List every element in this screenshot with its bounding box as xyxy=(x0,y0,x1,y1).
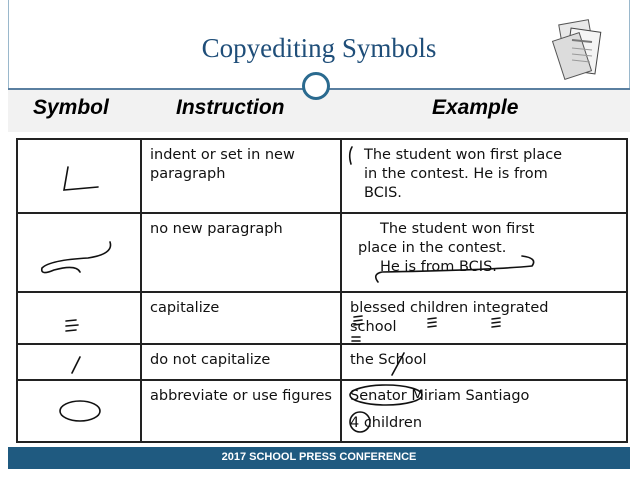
example-cell xyxy=(341,344,627,380)
symbol-cell xyxy=(17,213,141,292)
example-line: The student won first place xyxy=(364,147,563,163)
table-row xyxy=(17,213,627,292)
instruction-text: indent or set in new paragraph xyxy=(150,147,295,182)
instruction-cell xyxy=(141,139,341,213)
lowercase-mark-icon xyxy=(18,345,142,381)
instruction-text: abbreviate or use figures xyxy=(150,388,332,404)
instruction-text: do not capitalize xyxy=(150,352,271,368)
symbol-cell xyxy=(17,344,141,380)
header-instruction: Instruction xyxy=(176,96,285,119)
example-cell xyxy=(341,139,627,213)
symbol-cell xyxy=(17,292,141,344)
example-line: 4 children xyxy=(350,415,423,431)
bracket-mark-icon xyxy=(342,140,362,170)
abbreviate-circles-inline-icon xyxy=(342,381,628,443)
example-line: BCIS. xyxy=(364,185,402,201)
example-cell xyxy=(341,380,627,442)
instruction-text: capitalize xyxy=(150,300,220,316)
table-row xyxy=(17,344,627,380)
header-symbol: Symbol xyxy=(33,96,109,119)
instruction-cell xyxy=(141,292,341,344)
example-line: place in the contest. xyxy=(358,240,507,256)
table-row xyxy=(17,139,627,213)
divider-circle-icon xyxy=(302,72,330,100)
instruction-cell xyxy=(141,344,341,380)
symbol-cell xyxy=(17,139,141,213)
no-paragraph-arrow-icon xyxy=(342,214,628,293)
example-line: Senator Miriam Santiago xyxy=(350,388,530,404)
footer-text: 2017 SCHOOL PRESS CONFERENCE xyxy=(221,451,417,463)
instruction-cell xyxy=(141,380,341,442)
example-line: in the contest. He is from xyxy=(364,166,548,182)
example-line: school xyxy=(350,319,397,335)
lowercase-slash-inline-icon xyxy=(342,345,628,381)
table-row xyxy=(17,380,627,442)
symbols-table xyxy=(16,138,626,443)
example-line: He is from BCIS. xyxy=(380,259,497,275)
example-line: the School xyxy=(350,352,427,368)
indent-mark-icon xyxy=(18,140,142,214)
capitalize-mark-icon xyxy=(18,293,142,345)
example-cell xyxy=(341,292,627,344)
abbreviate-circle-icon xyxy=(18,381,142,443)
capitalize-marks-inline-icon xyxy=(342,293,628,345)
symbol-cell xyxy=(17,380,141,442)
header-example: Example xyxy=(432,96,519,119)
newspapers-logo-icon xyxy=(552,18,608,84)
example-line: blessed children integrated xyxy=(350,300,549,316)
no-paragraph-mark-icon xyxy=(18,214,142,293)
instruction-text: no new paragraph xyxy=(150,221,283,237)
instruction-cell xyxy=(141,213,341,292)
example-line: The student won first xyxy=(380,221,535,237)
table-row xyxy=(17,292,627,344)
example-cell xyxy=(341,213,627,292)
slide-title: Copyediting Symbols xyxy=(201,33,437,63)
